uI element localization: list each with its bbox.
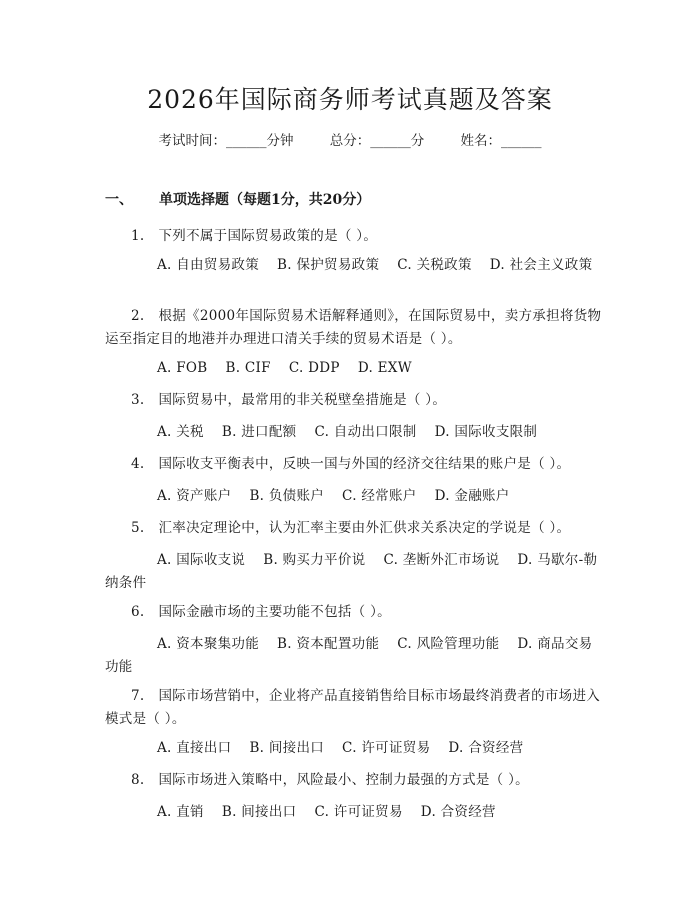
option-a: A. 资本聚集功能 <box>157 636 260 652</box>
question-1-options <box>105 254 603 277</box>
question-8-options <box>105 801 603 824</box>
option-b: B. 间接出口 <box>249 740 325 756</box>
question-5 <box>105 517 603 540</box>
option-d: D. 合资经营 <box>448 740 524 756</box>
question-text: 国际收支平衡表中，反映一国与外国的经济交往结果的账户是（ ）。 <box>158 456 571 472</box>
option-b: B. 购买力平价说 <box>263 552 366 568</box>
option-d: D. 社会主义政策 <box>489 257 593 273</box>
option-c: C. 许可证贸易 <box>342 740 431 756</box>
option-c: C. 垄断外汇市场说 <box>383 552 500 568</box>
option-c: C. 关税政策 <box>397 257 472 273</box>
option-a: A. 直接出口 <box>157 740 232 756</box>
section-number: 一、 <box>105 192 133 208</box>
option-a: A. FOB <box>157 360 208 376</box>
question-number: 2. <box>131 308 145 324</box>
question-number: 8. <box>131 772 145 788</box>
total-score-field: 总分：______分 <box>329 133 425 149</box>
option-d: D. 合资经营 <box>420 804 496 820</box>
question-text: 根据《2000年国际贸易术语解释通则》，在国际贸易中，卖方承担将货物运至指定目的地港并办理进口清关手续的贸易术语是（ ）。 <box>105 308 602 347</box>
option-a: A. 资产账户 <box>157 488 232 504</box>
question-7-options <box>105 737 603 760</box>
option-d: D. 马歇尔-勒纳条件 <box>105 552 598 591</box>
question-8 <box>105 769 603 792</box>
exam-meta <box>0 131 700 151</box>
question-text: 下列不属于国际贸易政策的是（ ）。 <box>158 228 378 244</box>
option-c: C. 经常账户 <box>342 488 417 504</box>
question-7 <box>105 685 603 731</box>
option-d: D. EXW <box>357 360 412 376</box>
option-a: A. 关税 <box>157 424 204 440</box>
question-5-options <box>105 549 603 595</box>
question-2 <box>105 305 603 351</box>
option-a: A. 国际收支说 <box>157 552 246 568</box>
question-4-options <box>105 485 603 508</box>
option-d: D. 商品交易功能 <box>105 636 593 675</box>
section-heading <box>105 190 370 210</box>
question-6-options <box>105 633 603 679</box>
question-3 <box>105 389 603 412</box>
option-a: A. 直销 <box>157 804 204 820</box>
option-d: D. 国际收支限制 <box>434 424 538 440</box>
option-b: B. 间接出口 <box>221 804 297 820</box>
question-number: 4. <box>131 456 145 472</box>
option-c: C. 许可证贸易 <box>314 804 403 820</box>
question-text: 国际贸易中，最常用的非关税壁垒措施是（ ）。 <box>158 392 447 408</box>
option-b: B. 保护贸易政策 <box>277 257 380 273</box>
question-1 <box>105 225 603 248</box>
option-c: C. 风险管理功能 <box>397 636 500 652</box>
page-title: 2026年国际商务师考试真题及答案 <box>147 85 553 114</box>
option-c: C. DDP <box>288 360 340 376</box>
option-a: A. 自由贸易政策 <box>157 257 260 273</box>
option-d: D. 金融账户 <box>434 488 510 504</box>
name-field: 姓名：______ <box>460 133 542 149</box>
question-text: 国际市场营销中，企业将产品直接销售给目标市场最终消费者的市场进入模式是（ ）。 <box>105 688 601 727</box>
option-b: B. 负债账户 <box>249 488 325 504</box>
question-number: 3. <box>131 392 145 408</box>
question-text: 国际金融市场的主要功能不包括（ ）。 <box>158 604 391 620</box>
question-6 <box>105 601 603 624</box>
section-title: 单项选择题（每题1分，共20分） <box>159 192 371 208</box>
question-number: 6. <box>131 604 145 620</box>
question-3-options <box>105 421 603 444</box>
question-number: 1. <box>131 228 145 244</box>
question-text: 国际市场进入策略中，风险最小、控制力最强的方式是（ ）。 <box>158 772 529 788</box>
question-4 <box>105 453 603 476</box>
option-c: C. 自动出口限制 <box>314 424 417 440</box>
exam-time-field: 考试时间：______分钟 <box>158 133 294 149</box>
option-b: B. CIF <box>225 360 271 376</box>
question-number: 5. <box>131 520 145 536</box>
option-b: B. 进口配额 <box>221 424 297 440</box>
question-2-options <box>105 357 603 380</box>
option-b: B. 资本配置功能 <box>277 636 380 652</box>
question-number: 7. <box>131 688 145 704</box>
question-text: 汇率决定理论中，认为汇率主要由外汇供求关系决定的学说是（ ）。 <box>158 520 571 536</box>
